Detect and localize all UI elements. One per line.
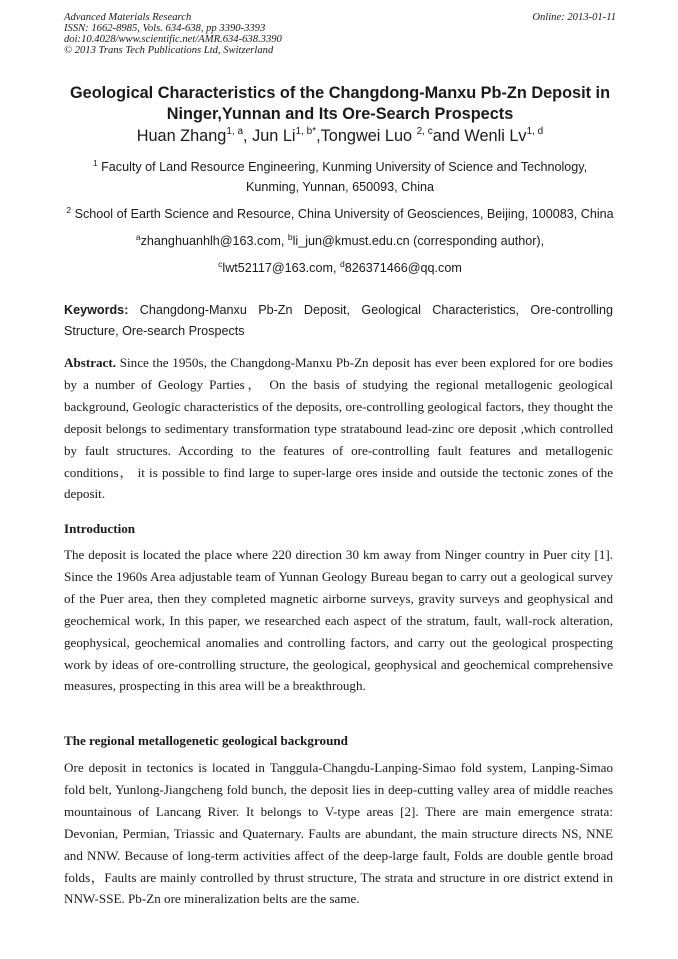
title-line-1: Geological Characteristics of the Changdong-Manxu Pb-Zn Deposit in: [69, 84, 611, 102]
email-line-1: [40, 232, 640, 250]
email-mark: c: [218, 259, 223, 269]
author-affiliation-mark: 1, b*: [295, 126, 317, 137]
email-text: 826371466@qq.com: [344, 261, 462, 275]
introduction-text: The deposit is located the place where 220 direction 30 km away from Ninger country in Puer city [1]. Since the 1960s Area adjustable team of Yunnan Geology Bureau began to carry out a geological survey of the Puer area, then they completed magnetic airborne surveys, gravity surveys and geophysical and geochemical work, In this paper, we researched each aspect of the stratum, fault, wall-rock alteration, geophysical, geochemical anomalies and controlling factors, and carry out the geological prospecting work by ideas of ore-controlling structure, the geological, geophysical and geochemical comprehensive measures, prospecting in this area will be a breakthrough.: [64, 547, 613, 694]
affiliation-1-line-1: [40, 158, 640, 176]
email-mark: d: [339, 259, 345, 269]
author-name: Huan Zhang: [136, 127, 227, 145]
author-name: ,Tongwei Luo: [316, 127, 417, 145]
journal-name: Advanced Materials Research: [64, 12, 192, 23]
author-affiliation-mark: 1, d: [526, 126, 544, 137]
author-name: , Jun Li: [243, 127, 296, 145]
doi-line: doi:10.4028/www.scientific.net/AMR.634-638.3390: [64, 33, 282, 45]
introduction-heading: Introduction: [64, 521, 136, 536]
author-affiliation-mark: 1, a: [226, 126, 244, 137]
author-list: [40, 126, 640, 146]
email-text: li_jun@kmust.edu.cn (corresponding author),: [292, 234, 545, 248]
email-mark: b: [287, 232, 293, 242]
author-name: and Wenli Lv: [432, 127, 527, 145]
affiliation-text: School of Earth Science and Resource, China University of Geosciences, Beijing, 100083, China: [71, 207, 614, 221]
abstract-label: Abstract.: [64, 355, 116, 370]
affiliation-text: Faculty of Land Resource Engineering, Kunming University of Science and Technology,: [97, 160, 588, 174]
running-header: [64, 13, 616, 57]
paper-title: [52, 83, 628, 125]
keywords-text: Changdong-Manxu Pb-Zn Deposit, Geological Characteristics, Ore-controlling Structure, Ore-search Prospects: [64, 303, 613, 338]
abstract-text: Since the 1950s, the Changdong-Manxu Pb-Zn deposit has ever been explored for ore bodies by a number of Geology Parties， On the basis of studying the regional metallogenic geological background, Geologic characteristics of the deposits, ore-controlling geological factors, they thought the deposit belongs to sedimentary transformation type stratabound lead-zinc ore deposit ,which controlled by fault structures. According to the features of ore-controlling fault features and metallogenic conditions， it is possible to find large to super-large ores inside and outside the tectonic zones of the deposit.: [64, 355, 613, 502]
author-affiliation-mark: 2, c: [416, 126, 433, 137]
regional-heading: The regional metallogenetic geological background: [64, 733, 348, 748]
affiliation-mark: 1: [92, 158, 98, 168]
abstract: [64, 352, 613, 505]
email-text: zhanghuanhlh@163.com,: [140, 234, 288, 248]
keywords-label: Keywords:: [64, 303, 129, 317]
affiliation-1-line-2: Kunming, Yunnan, 650093, China: [245, 180, 435, 194]
email-mark: a: [135, 232, 141, 242]
email-line-2: [40, 259, 640, 277]
regional-text: Ore deposit in tectonics is located in Tanggula-Changdu-Lanping-Simao fold system, Lanping-Simao fold belt, Yunlong-Jiangcheng fold bunch, the deposit lies in deep-cutting valley area of middle reaches mountainous of Lancang River. It belongs to V-type areas [2]. There are main emergence strata: Devonian, Permian, Triassic and Quaternary. Faults are abundant, the main structure directs NS, NNE and NNW. Because of long-term activities affect of the deep-large fault, Folds are double gentle broad folds，Faults are mainly controlled by thrust structure, The strata and structure in ore district extend in NNW-SSE. Pb-Zn ore mineralization belts are the same.: [64, 760, 613, 907]
keywords: [64, 300, 613, 342]
online-date: Online: 2013-01-11: [532, 12, 616, 23]
issn-line: ISSN: 1662-8985, Vols. 634-638, pp 3390-3393: [64, 22, 266, 34]
affiliation-2: [40, 205, 640, 223]
affiliation-mark: 2: [66, 205, 72, 215]
email-text: lwt52117@163.com,: [222, 261, 340, 275]
title-line-2: Ninger,Yunnan and Its Ore-Search Prospects: [166, 105, 514, 123]
copyright-line: © 2013 Trans Tech Publications Ltd, Switzerland: [64, 44, 274, 56]
